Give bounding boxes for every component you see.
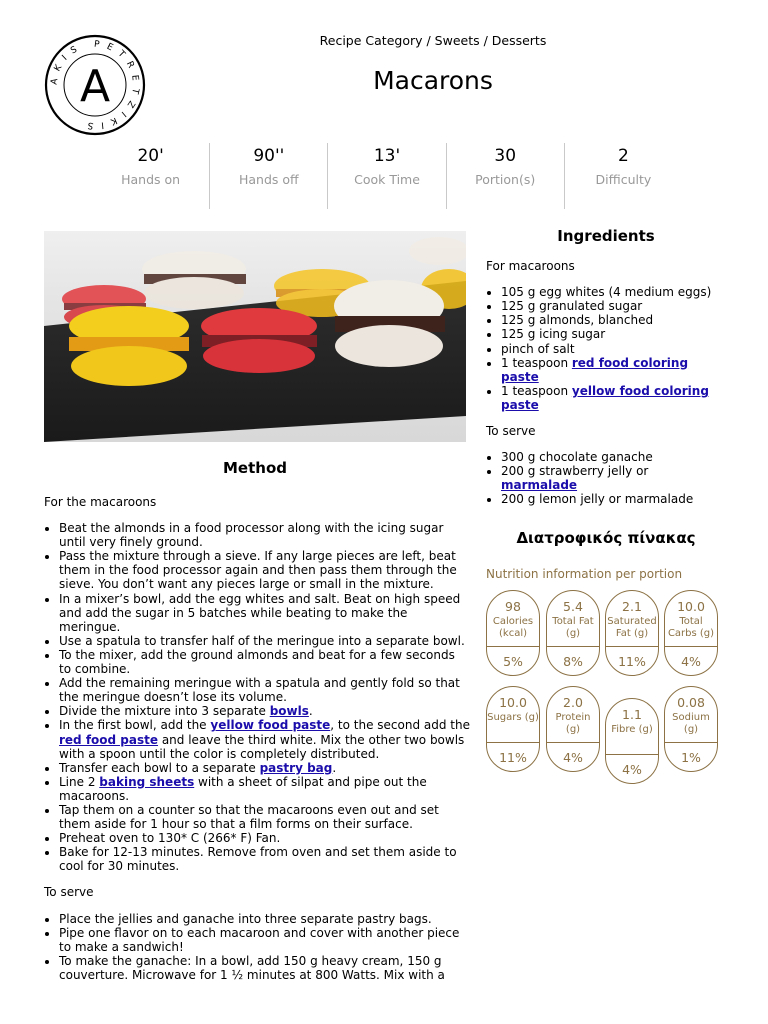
nutrition-total-fat: [546, 590, 600, 676]
nutrition-label: Total Carbs (g): [667, 616, 715, 639]
method-heading: Method: [223, 459, 287, 477]
marmalade-link[interactable]: marmalade: [501, 478, 578, 493]
stat-label: Hands on: [121, 172, 181, 187]
stat-label: Portion(s): [475, 172, 536, 187]
list-item: • Tap them on a counter so that the macaroons even out and set them aside for 1 hour so that a film forms on their surface.: [59, 803, 470, 831]
step-text: Transfer each bowl to a separate: [59, 760, 260, 775]
stat-value: 20': [137, 146, 164, 166]
list-item: • To the mixer, add the ground almonds and beat for a few seconds to combine.: [59, 648, 470, 676]
step-text: .: [308, 704, 313, 719]
divider: [547, 646, 599, 647]
stat-label: Cook Time: [354, 172, 420, 187]
recipe-photo: [44, 231, 466, 442]
list-item: • 200 g lemon jelly or marmalade: [501, 492, 726, 506]
list-item: • Add the remaining meringue with a spatula and gently fold so that the meringue doesn’t lose its volume.: [59, 676, 470, 704]
red-food-coloring-paste-link[interactable]: red food coloring paste: [501, 355, 689, 384]
divider: [487, 646, 539, 647]
list-item: • Beat the almonds in a food processor along with the icing sugar until very finely ground.: [59, 521, 470, 549]
breadcrumb[interactable]: Recipe Category / Sweets / Desserts: [319, 33, 547, 48]
list-item: • In a mixer’s bowl, add the egg whites and salt. Beat on high speed and add the sugar in 5 batches while beating to make the meringue.: [59, 592, 470, 634]
nutrition-label: Fibre (g): [611, 724, 653, 735]
recipe-stats: [92, 143, 682, 209]
ingredients-section: [486, 229, 726, 581]
ingredients-list: [486, 285, 726, 412]
method-section: [44, 495, 470, 994]
nutrition-value: 10.0: [499, 695, 527, 710]
list-item: • To make the ganache: In a bowl, add 150 g heavy cream, 150 g couverture. Microwave for 1 ½ minutes at 800 Watts. Mix with a: [59, 954, 470, 982]
nutrition-heading: Διατροφικός πίνακας: [516, 528, 696, 547]
stat-hands-off: [210, 143, 328, 209]
nutrition-percent: 11%: [499, 750, 527, 765]
step-text: with a sheet of silpat and pipe out the macaroons.: [59, 774, 427, 803]
divider: [487, 742, 539, 743]
stat-value: 13': [373, 146, 401, 166]
baking-sheets-link[interactable]: baking sheets: [99, 774, 195, 789]
logo-ring-text: AKIS PETRETZIKIS: [49, 39, 141, 131]
pastry-bag-link[interactable]: pastry bag: [259, 760, 333, 775]
method-subheading: For the macaroons: [44, 495, 157, 509]
list-item: • Pipe one flavor on to each macaroon and cover with another piece to make a sandwich!: [59, 926, 470, 954]
nutrition-calories: [486, 590, 540, 676]
yellow-food-coloring-paste-link[interactable]: yellow food coloring paste: [501, 383, 709, 412]
list-item: • 125 g granulated sugar: [501, 299, 726, 313]
nutrition-label: Sugars (g): [487, 712, 539, 723]
step-text: .: [332, 760, 337, 775]
list-item: [59, 718, 470, 760]
nutrition-percent: 1%: [681, 750, 701, 765]
stat-difficulty: [565, 143, 682, 209]
divider: [665, 742, 717, 743]
ingredient-text: 1 teaspoon: [501, 383, 572, 398]
nutrition-percent: 4%: [681, 654, 701, 669]
method-steps-list: [44, 521, 470, 873]
method-subheading: To serve: [44, 885, 94, 900]
stat-hands-on: [92, 143, 210, 209]
ingredient-text: 1 teaspoon: [501, 355, 572, 370]
yellow-food-paste-link[interactable]: yellow food paste: [210, 718, 331, 733]
nutrition-value: 98: [505, 599, 521, 614]
logo[interactable]: [44, 34, 146, 136]
step-text: In the first bowl, add the: [59, 718, 211, 733]
ingredients-heading: Ingredients: [557, 227, 655, 245]
stat-value: 2: [618, 146, 629, 166]
nutrition-label: Saturated Fat (g): [607, 616, 657, 639]
list-item: • Place the jellies and ganache into three separate pastry bags.: [59, 912, 470, 926]
red-food-paste-link[interactable]: red food paste: [59, 732, 159, 747]
nutrition-percent: 5%: [503, 654, 523, 669]
list-item: [501, 356, 726, 384]
list-item: • 125 g almonds, blanched: [501, 313, 726, 327]
list-item: • Use a spatula to transfer half of the meringue into a separate bowl.: [59, 634, 470, 648]
nutrition-value: 0.08: [677, 695, 705, 710]
list-item: [501, 384, 726, 412]
serve-ingredients-list: [486, 450, 726, 506]
nutrition-percent: 4%: [622, 762, 642, 777]
ingredients-subheading: To serve: [486, 424, 536, 439]
list-item: • 105 g egg whites (4 medium eggs): [501, 285, 726, 299]
list-item: [59, 761, 470, 775]
step-text: and leave the third white. Mix the other two bowls with a spoon until the color is completely distributed.: [59, 732, 465, 761]
stat-value: 90'': [253, 146, 285, 166]
divider: [606, 646, 658, 647]
serve-steps-list: [44, 912, 470, 982]
page-title: Macarons: [373, 66, 493, 95]
nutrition-percent: 11%: [618, 654, 646, 669]
list-item: [59, 704, 470, 718]
list-item: • Bake for 12-13 minutes. Remove from oven and set them aside to cool for 30 minutes.: [59, 845, 470, 873]
nutrition-value: 1.1: [622, 707, 642, 722]
stat-value: 30: [494, 146, 517, 166]
list-item: • 125 g icing sugar: [501, 327, 726, 341]
stat-label: Hands off: [238, 172, 299, 187]
list-item: • pinch of salt: [501, 342, 726, 356]
divider: [606, 754, 658, 755]
bowls-link[interactable]: bowls: [269, 704, 309, 719]
ingredient-text: 200 g strawberry jelly or: [501, 464, 649, 479]
nutrition-saturated-fat: [605, 590, 659, 676]
nutrition-label: Protein (g): [555, 712, 591, 735]
nutrition-fibre: [605, 698, 659, 784]
step-text: , to the second add the: [330, 718, 470, 733]
logo-letter: A: [79, 61, 111, 112]
nutrition-percent: 4%: [563, 750, 583, 765]
nutrition-protein: [546, 686, 600, 772]
nutrition-label: Sodium (g): [672, 712, 710, 735]
nutrition-sugars: [486, 686, 540, 772]
nutrition-value: 2.1: [622, 599, 642, 614]
list-item: • Preheat oven to 130* C (266* F) Fan.: [59, 831, 470, 845]
nutrition-percent: 8%: [563, 654, 583, 669]
nutrition-subtitle: Nutrition information per portion: [486, 566, 683, 581]
list-item: [501, 464, 726, 492]
list-item: • Pass the mixture through a sieve. If any large pieces are left, beat them in the food processor again and then pass them through the sieve. You don’t want any pieces large or small in the mixture.: [59, 549, 470, 591]
stat-portions: [447, 143, 565, 209]
nutrition-value: 2.0: [563, 695, 583, 710]
divider: [665, 646, 717, 647]
nutrition-value: 5.4: [563, 599, 583, 614]
nutrition-total-carbs: [664, 590, 718, 676]
step-text: Line 2: [59, 774, 100, 789]
nutrition-value: 10.0: [677, 599, 705, 614]
list-item: [59, 775, 470, 803]
nutrition-label: Calories (kcal): [492, 616, 534, 639]
stat-cook-time: [328, 143, 446, 209]
ingredients-subheading: For macaroons: [486, 259, 575, 274]
list-item: • 300 g chocolate ganache: [501, 450, 726, 464]
step-text: Divide the mixture into 3 separate: [59, 704, 270, 719]
nutrition-sodium: [664, 686, 718, 772]
stat-label: Difficulty: [595, 172, 652, 187]
nutrition-label: Total Fat (g): [552, 616, 594, 639]
divider: [547, 742, 599, 743]
